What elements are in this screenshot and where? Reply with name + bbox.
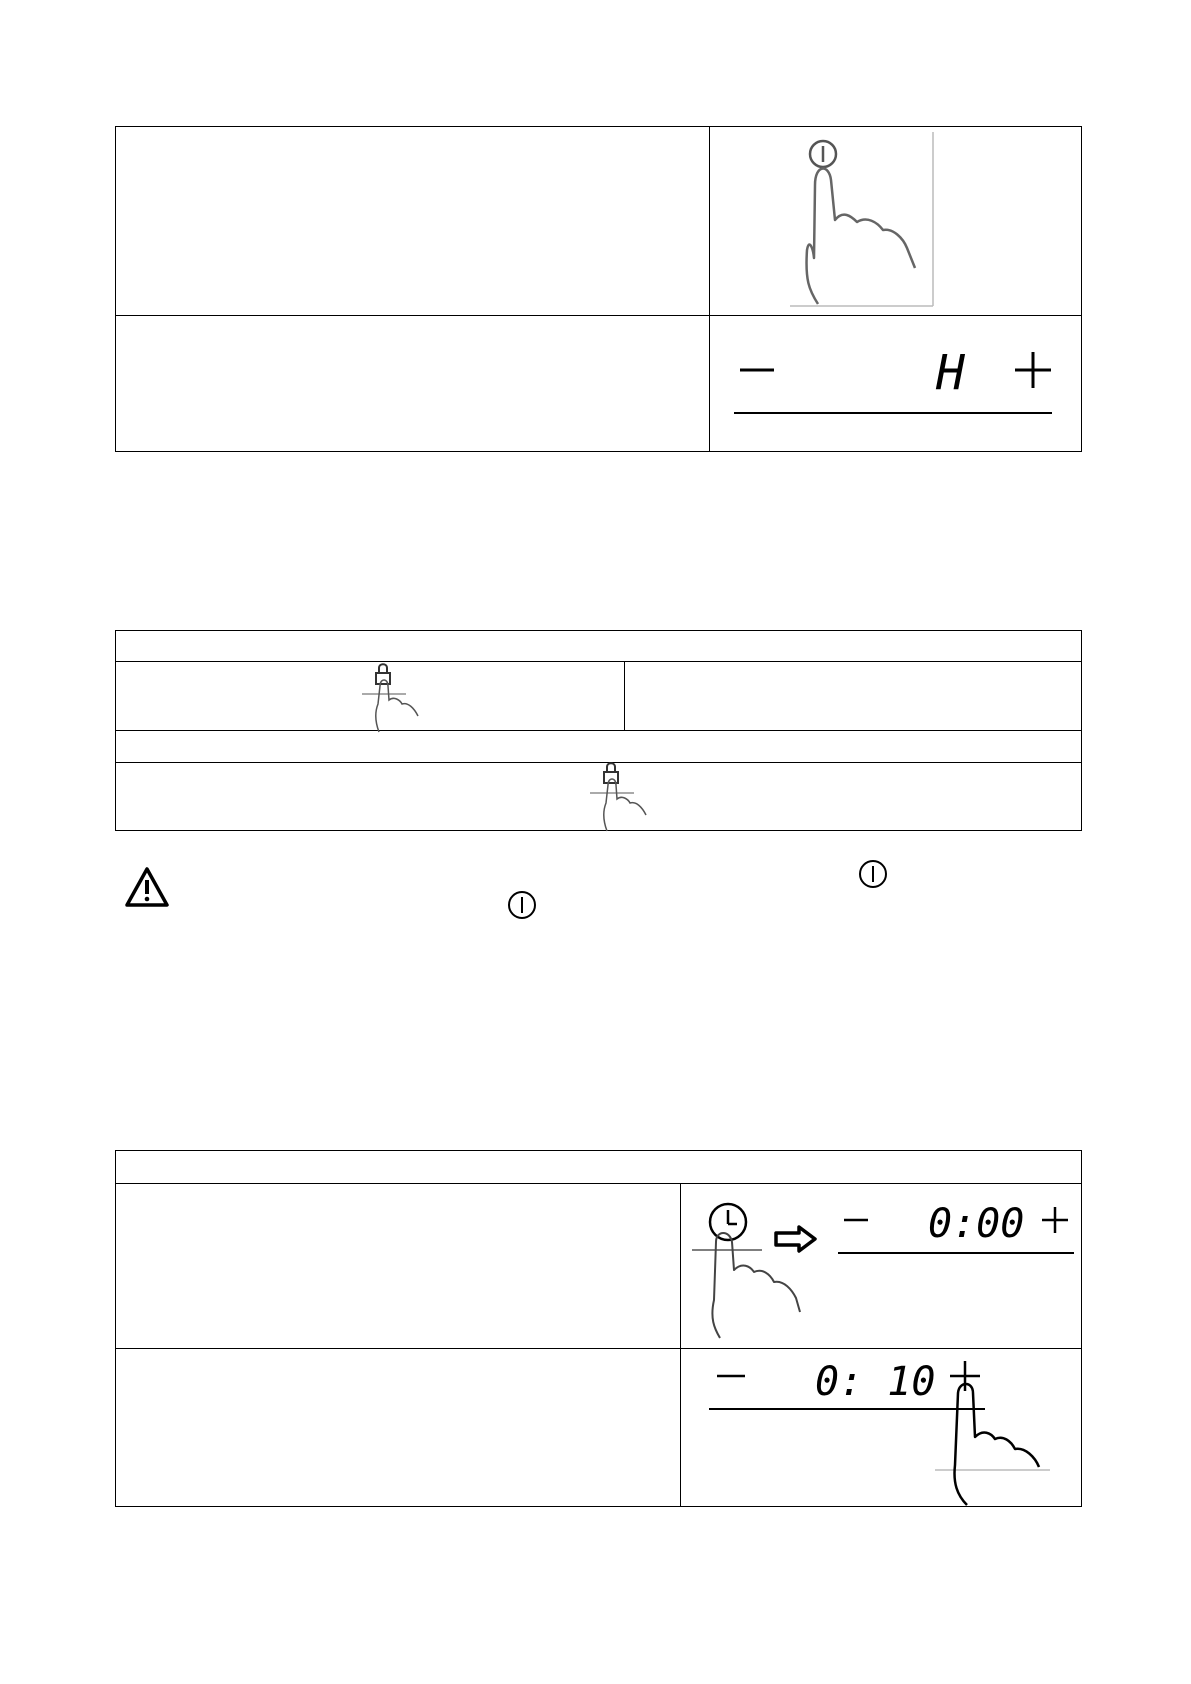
table-divider <box>709 126 710 452</box>
power-symbol-icon <box>858 859 888 889</box>
table-divider <box>115 661 1082 662</box>
timer-display-panel <box>836 1200 1076 1260</box>
display-readout: H <box>936 345 965 401</box>
table-divider <box>115 1183 1082 1184</box>
lock-finger-icon <box>362 664 432 734</box>
table-cell-text <box>118 318 706 449</box>
timer-finger-icon <box>692 1200 807 1340</box>
table-cell-text <box>118 129 706 313</box>
table-divider <box>680 1183 681 1507</box>
display-panel-icon <box>730 345 1060 420</box>
table-divider <box>115 730 1082 731</box>
arrow-right-icon <box>773 1224 819 1254</box>
timer-readout: 0:00 <box>928 1201 1025 1247</box>
plus-finger-icon <box>705 1355 1055 1505</box>
table-divider <box>115 1348 1082 1349</box>
power-symbol-icon <box>507 890 537 920</box>
table-divider <box>624 661 625 730</box>
table-divider <box>115 315 1082 316</box>
timer-readout-set: 0: 10 <box>815 1359 936 1405</box>
lock-finger-icon <box>590 763 660 833</box>
power-finger-icon <box>785 130 935 310</box>
warning-triangle-icon <box>124 866 170 908</box>
